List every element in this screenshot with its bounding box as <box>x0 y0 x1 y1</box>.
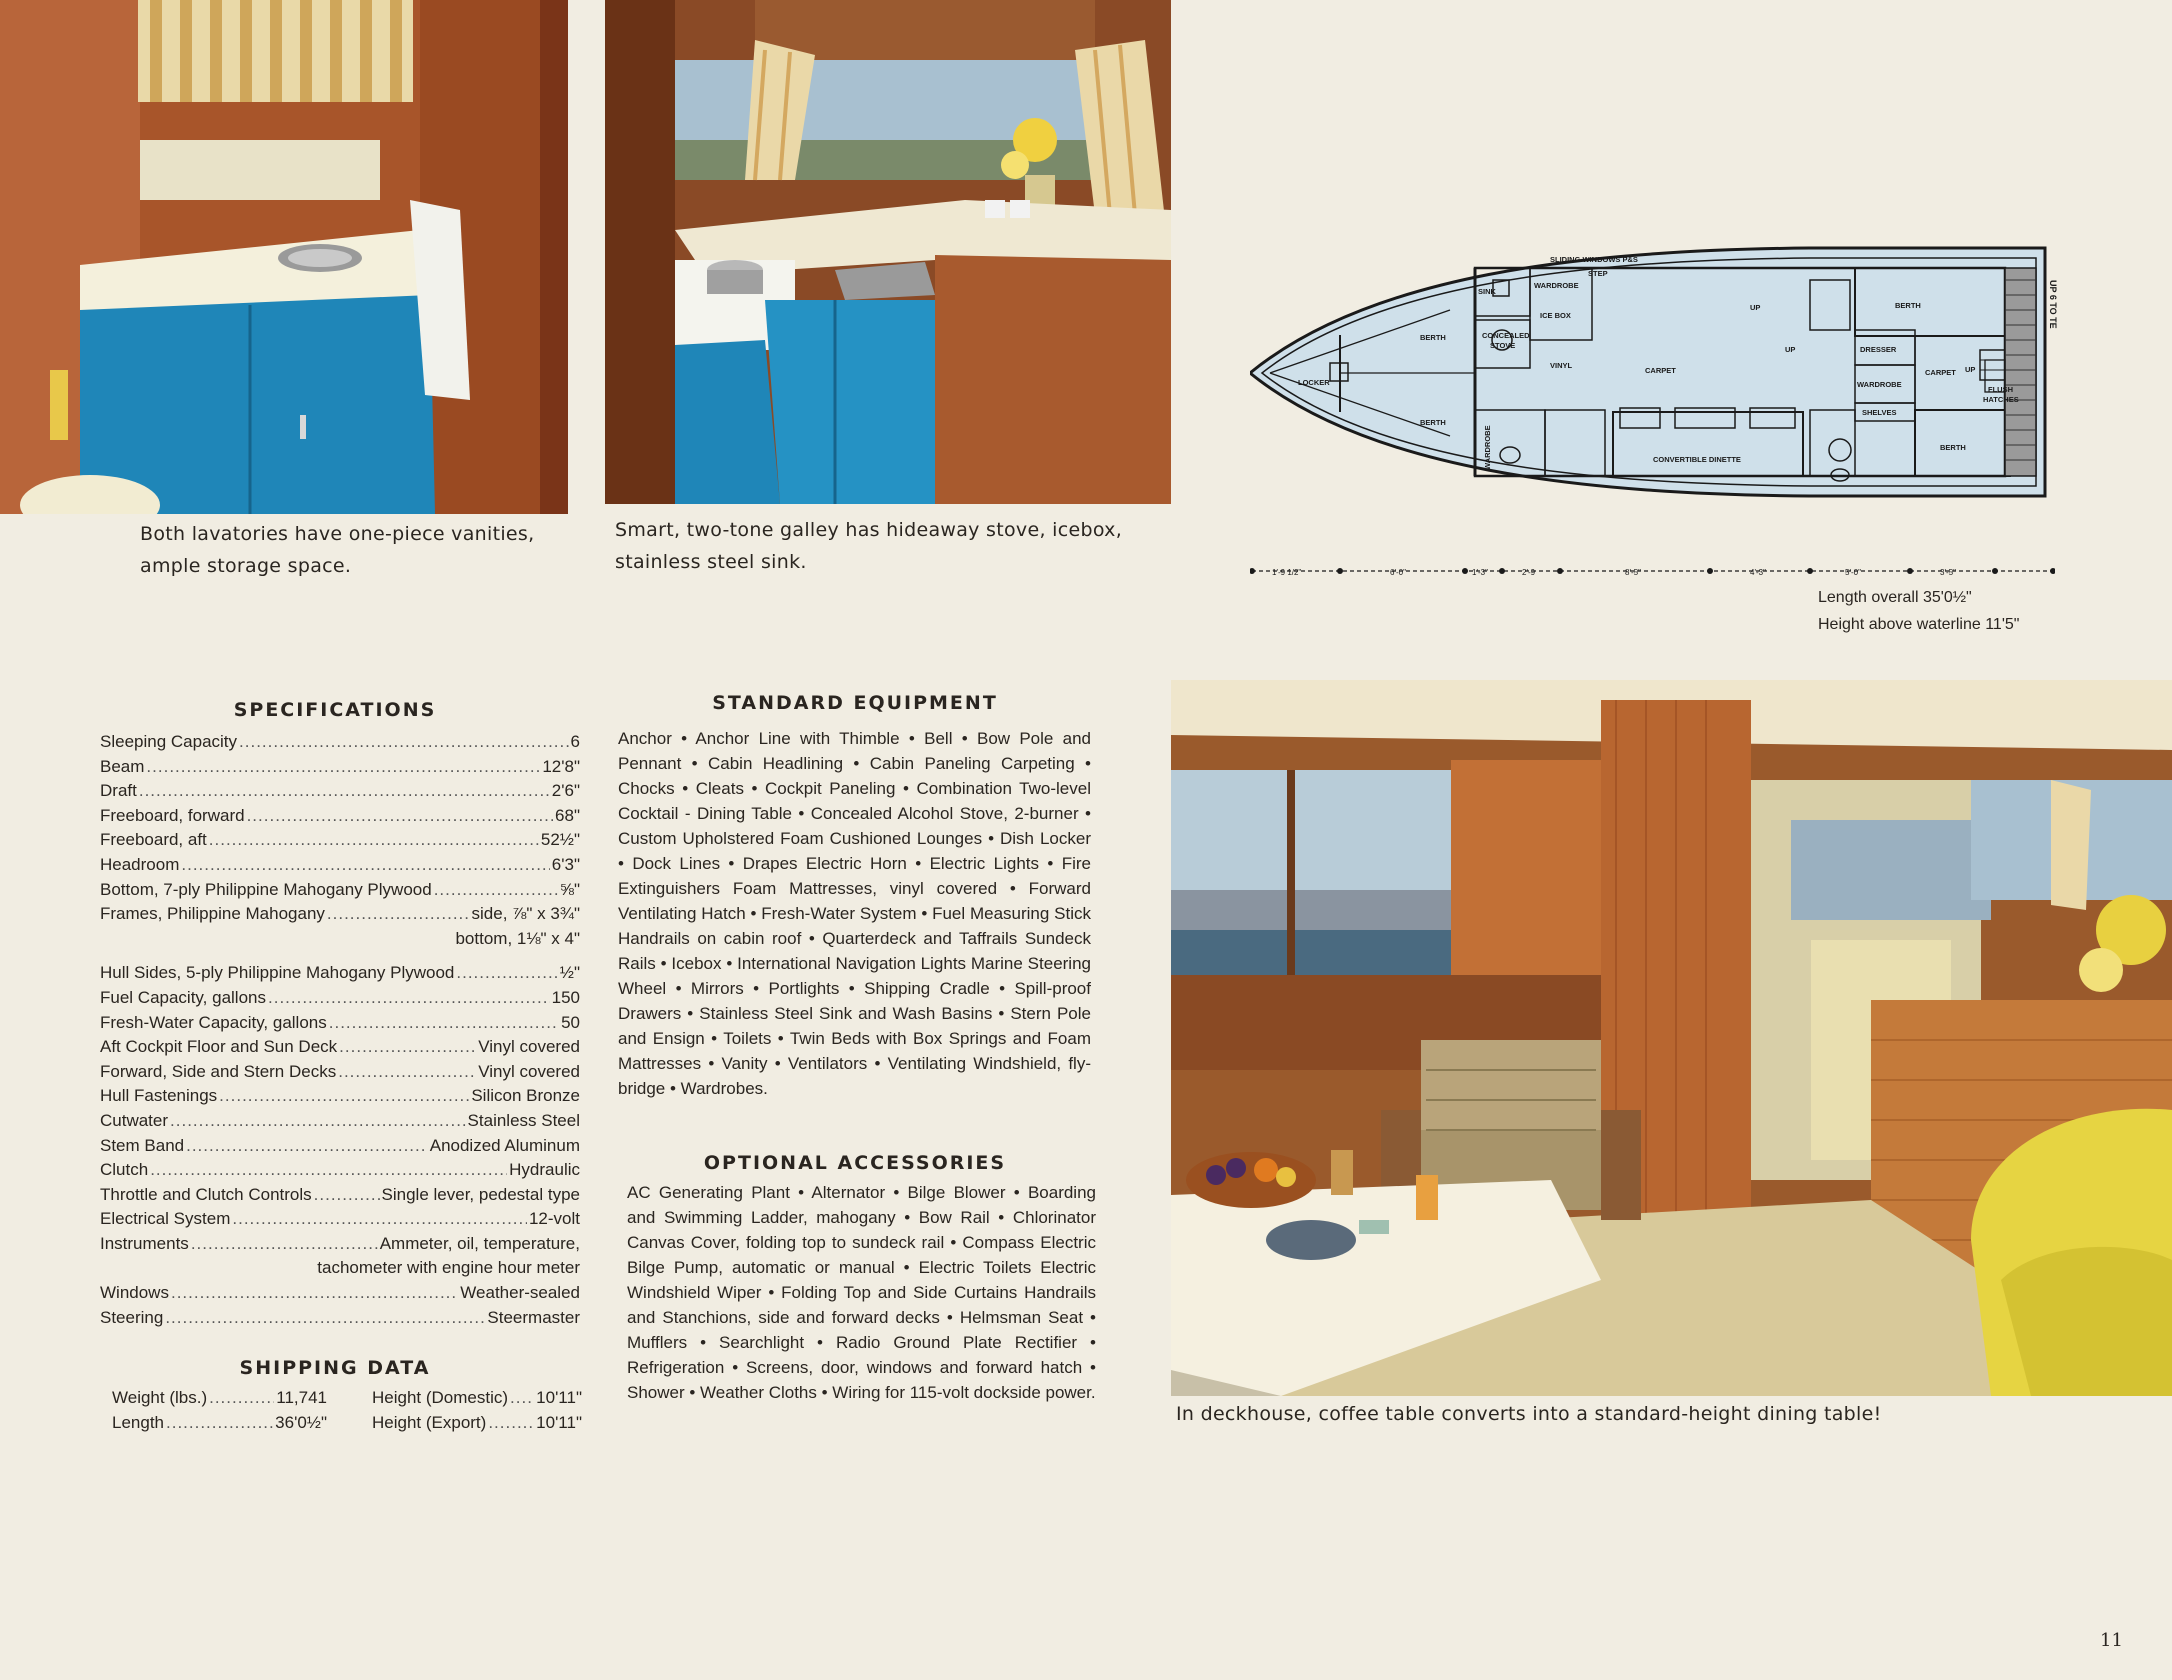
dimension-label-8: 3'-5" <box>1940 568 1956 577</box>
optional-accessories-heading: OPTIONAL ACCESSORIES <box>703 1152 1007 1174</box>
spec-row <box>100 1111 580 1136</box>
deckhouse-photo <box>1171 680 2172 1396</box>
plan-label-locker: LOCKER <box>1298 378 1330 387</box>
plan-label-sliding-windows: SLIDING WINDOWS P&S <box>1550 255 1638 264</box>
plan-label-wardrobe-top: WARDROBE <box>1534 281 1579 290</box>
spec-row <box>100 806 580 831</box>
spec-row <box>100 1037 580 1062</box>
plan-label-berth-fwd-bottom: BERTH <box>1420 418 1446 427</box>
spec-label: Stem Band <box>100 1135 185 1155</box>
dimension-label-6: 4'-3" <box>1750 568 1766 577</box>
spec-row <box>100 1209 580 1234</box>
plan-label-concealed: CONCEALED <box>1482 331 1530 340</box>
spec-row <box>100 1283 580 1308</box>
spec-label: Windows <box>100 1283 169 1303</box>
plan-label-wardrobe-mid: WARDROBE <box>1857 380 1902 389</box>
standard-equipment-heading: STANDARD EQUIPMENT <box>712 692 998 714</box>
spec-row <box>100 757 580 782</box>
spec-value: Vinyl covered <box>478 1061 580 1081</box>
boat-dimensions <box>1818 584 2058 638</box>
spec-row <box>100 1185 580 1210</box>
plan-label-wardrobe-left: WARDROBE <box>1483 425 1492 470</box>
plan-label-vinyl: VINYL <box>1550 361 1573 370</box>
spec-value: Anodized Aluminum <box>429 1135 580 1155</box>
length-overall: Length overall 35'0½" <box>1818 589 1972 606</box>
shipping-value: 11,741 <box>276 1388 327 1407</box>
spec-label: Clutch <box>100 1160 149 1180</box>
spec-label: Forward, Side and Stern Decks <box>100 1061 337 1081</box>
plan-label-sink: SINK <box>1478 287 1496 296</box>
dimension-label-5: 8'-5" <box>1625 568 1641 577</box>
floor-plan-diagram <box>1250 240 2060 560</box>
spec-label: Draft <box>100 781 137 801</box>
shipping-label: Height (Export) <box>372 1413 487 1432</box>
spec-label: Fuel Capacity, gallons <box>100 987 266 1007</box>
spec-value: Vinyl covered <box>478 1037 580 1057</box>
spec-value: Steermaster <box>487 1307 580 1327</box>
spec-value: 50 <box>561 1012 580 1032</box>
spec-value: 12'8" <box>542 756 580 776</box>
galley-caption-line-1: Smart, two-tone galley has hideaway stove, icebox, <box>615 519 1123 541</box>
specifications-heading: SPECIFICATIONS <box>233 699 437 721</box>
lavatory-photo-icon <box>0 0 568 514</box>
spec-row <box>100 1160 580 1185</box>
spec-value: ½" <box>559 963 580 983</box>
spec-row <box>100 988 580 1013</box>
spec-label: Instruments <box>100 1233 189 1253</box>
spec-row <box>100 1086 580 1111</box>
spec-row <box>100 904 580 929</box>
deckhouse-caption: In deckhouse, coffee table converts into a standard-height dining table! <box>1176 1403 1882 1425</box>
plan-label-convertible-dinette: CONVERTIBLE DINETTE <box>1653 455 1741 464</box>
plan-label-step: STEP <box>1588 269 1608 278</box>
dimension-label-1: 1'-9 1/2" <box>1272 568 1302 577</box>
lavatory-caption-line-2: ample storage space. <box>140 555 352 577</box>
shipping-label: Length <box>112 1413 164 1432</box>
spec-label: Cutwater <box>100 1110 169 1130</box>
spec-value: 68" <box>555 805 580 825</box>
shipping-row <box>112 1388 327 1413</box>
dimension-label-4: 2'-9 <box>1522 568 1536 577</box>
galley-caption <box>615 514 1175 578</box>
plan-label-ice-box: ICE BOX <box>1540 311 1571 320</box>
spec-value: 2'6" <box>551 781 580 801</box>
spec-value: 6'3" <box>551 854 580 874</box>
spec-label: Freeboard, aft <box>100 830 207 850</box>
spec-label: Headroom <box>100 854 180 874</box>
plan-label-up-2: UP <box>1785 345 1796 354</box>
spec-value: Silicon Bronze <box>471 1086 580 1106</box>
plan-label-dresser: DRESSER <box>1860 345 1897 354</box>
lavatory-caption-line-1: Both lavatories have one-piece vanities, <box>140 523 535 545</box>
galley-photo <box>605 0 1171 504</box>
optional-accessories-text: AC Generating Plant • Alternator • Bilge Blower • Boarding and Swimming Ladder, mahogany • Bow Rail • Chlorinator Canvas Cover, folding top to sundeck rail • Compass Electric Bilge Pump, automatic or manual • Electric Toilets Electric Windshield Wiper • Folding Top and Side Curtains Handrails and Stanchions, side and forward decks • Helmsman Seat • Mufflers • Searchlight • Radio Ground Plate Rectifier • Refrigeration • Screens, door, windows and forward hatch • Shower • Weather Cloths • Wiring for 115-volt dockside power. <box>627 1183 1096 1402</box>
shipping-row <box>112 1413 327 1438</box>
shipping-label: Weight (lbs.) <box>112 1388 208 1407</box>
dimension-label-7: 5'-0" <box>1845 568 1861 577</box>
spec-row <box>100 732 580 757</box>
shipping-value: 10'11" <box>536 1388 582 1407</box>
spec-label: Electrical System <box>100 1209 231 1229</box>
plan-label-shelves: SHELVES <box>1862 408 1897 417</box>
spec-value: 150 <box>551 987 580 1007</box>
spec-label: Beam <box>100 756 145 776</box>
spec-value: side, ⅞" x 3¾" <box>471 904 580 924</box>
dimension-ruler <box>1250 565 2055 585</box>
spec-row <box>100 855 580 880</box>
plan-label-flush: FLUSH <box>1988 385 2013 394</box>
plan-label-stove: STOVE <box>1490 341 1516 350</box>
lavatory-photo <box>0 0 568 514</box>
spec-value: Weather-sealed <box>460 1283 580 1303</box>
spec-value: 6 <box>570 732 580 751</box>
galley-caption-line-2: stainless steel sink. <box>615 551 807 573</box>
spec-label: Bottom, 7-ply Philippine Mahogany Plywood <box>100 879 432 899</box>
plan-label-berth-aft-bottom: BERTH <box>1940 443 1966 452</box>
shipping-data-right <box>372 1388 582 1438</box>
plan-label-transom: UP 6 TO TE <box>2048 280 2058 329</box>
spec-row <box>100 1013 580 1038</box>
spec-instruments-cont: tachometer with engine hour meter <box>317 1258 580 1278</box>
shipping-value: 10'11" <box>536 1413 582 1432</box>
spec-value: Single lever, pedestal type <box>381 1184 580 1204</box>
plan-label-carpet-2: CARPET <box>1925 368 1956 377</box>
dimension-label-3: 1'-3" <box>1472 568 1488 577</box>
plan-label-hatches: HATCHES <box>1983 395 2019 404</box>
spec-row <box>100 1308 580 1333</box>
dimension-label-2: 6'-0" <box>1390 568 1406 577</box>
spec-value: 52½" <box>540 830 580 850</box>
plan-label-carpet-1: CARPET <box>1645 366 1676 375</box>
plan-label-up-3: UP <box>1965 365 1976 374</box>
spec-row <box>100 781 580 806</box>
deckhouse-photo-icon <box>1171 680 2172 1396</box>
shipping-data-heading: SHIPPING DATA <box>239 1357 431 1379</box>
lavatory-caption <box>140 518 600 582</box>
plan-label-berth-aft-top: BERTH <box>1895 301 1921 310</box>
spec-label: Frames, Philippine Mahogany <box>100 904 325 924</box>
shipping-label: Height (Domestic) <box>372 1388 509 1407</box>
spec-label: Hull Fastenings <box>100 1086 218 1106</box>
spec-label: Hull Sides, 5-ply Philippine Mahogany Plywood <box>100 963 455 983</box>
floor-plan <box>1250 240 2060 560</box>
shipping-value: 36'0½" <box>275 1413 327 1432</box>
spec-frames-bottom: bottom, 1⅛" x 4" <box>455 928 580 948</box>
plan-label-up-1: UP <box>1750 303 1761 312</box>
spec-row <box>100 1234 580 1259</box>
spec-label: Sleeping Capacity <box>100 732 238 751</box>
spec-value: 12-volt <box>528 1209 580 1229</box>
spec-value: Stainless Steel <box>467 1110 580 1130</box>
plan-label-berth-fwd-top: BERTH <box>1420 333 1446 342</box>
spec-label: Fresh-Water Capacity, gallons <box>100 1012 327 1032</box>
spec-row <box>100 1062 580 1087</box>
shipping-row <box>372 1413 582 1438</box>
spec-value: Hydraulic <box>509 1160 580 1180</box>
galley-photo-icon <box>605 0 1171 504</box>
shipping-row <box>372 1388 582 1413</box>
page-number: 11 <box>2100 1630 2123 1651</box>
spec-row <box>100 830 580 855</box>
spec-label: Aft Cockpit Floor and Sun Deck <box>100 1037 338 1057</box>
spec-label: Throttle and Clutch Controls <box>100 1184 312 1204</box>
standard-equipment-text: Anchor • Anchor Line with Thimble • Bell • Bow Pole and Pennant • Cabin Headlining • Cabin Paneling Carpeting • Chocks • Cleats • Cockpit Paneling • Combination Two-level Cocktail - Dining Table • Concealed Alcohol Stove, 2-burner • Custom Upholstered Foam Cushioned Lounges • Dish Locker • Dock Lines • Drapes Electric Horn • Electric Lights • Fire Extinguishers Foam Mattresses, vinyl covered • Forward Ventilating Hatch • Fresh-Water System • Fuel Measuring Stick Handrails on cabin roof • Quarterdeck and Taffrails Sundeck Rails • Icebox • International Navigation Lights Marine Steering Wheel • Mirrors • Portlights • Shipping Cradle • Spill-proof Drawers • Stainless Steel Sink and Wash Basins • Stern Pole and Ensign • Toilets • Twin Beds with Box Springs and Foam Mattresses • Vanity • Ventilators • Ventilating Windshield, fly-bridge • Wardrobes. <box>618 729 1091 1098</box>
spec-label: Freeboard, forward <box>100 805 245 825</box>
shipping-data-left <box>112 1388 327 1438</box>
spec-value: Ammeter, oil, temperature, <box>379 1233 580 1253</box>
spec-row <box>100 880 580 905</box>
spec-label: Steering <box>100 1307 164 1327</box>
specifications-list <box>100 732 580 1332</box>
spec-row <box>100 1136 580 1161</box>
spec-value: ⅝" <box>559 879 580 899</box>
spec-row <box>100 963 580 988</box>
height-above-waterline: Height above waterline 11'5" <box>1818 616 2020 633</box>
